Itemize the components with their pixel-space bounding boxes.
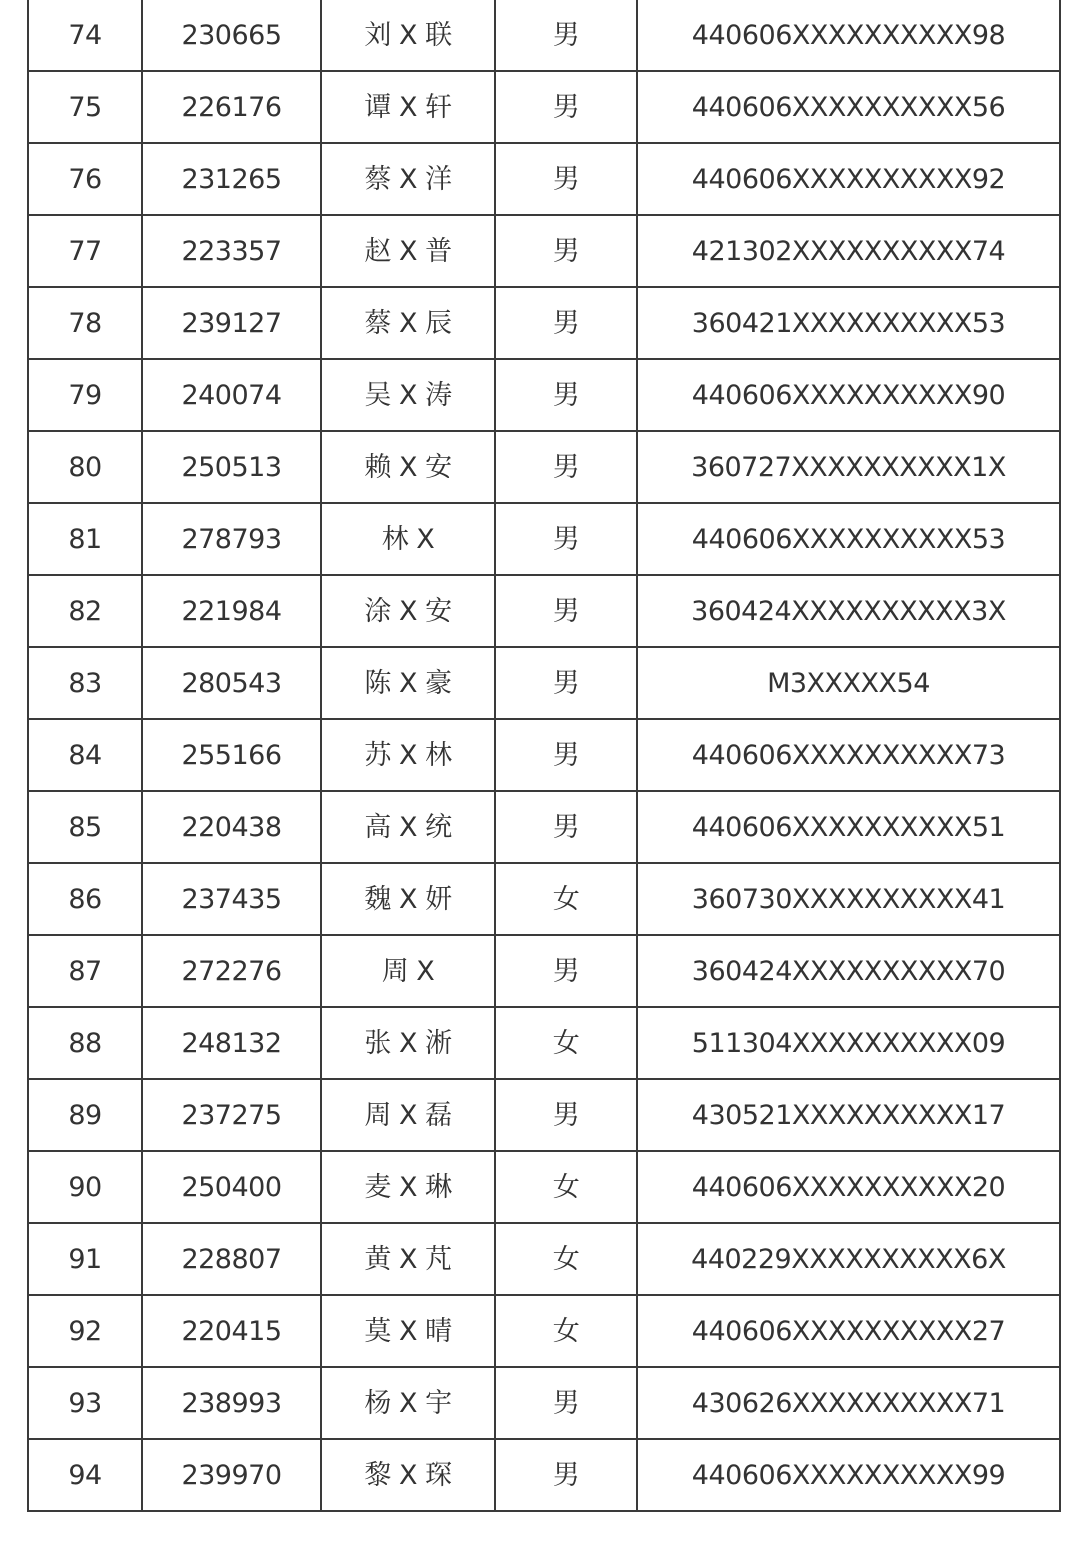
row-number-cell: 76 <box>28 143 142 215</box>
roster-table-body <box>28 0 1060 1511</box>
exam-number-cell: 239970 <box>142 1439 321 1511</box>
exam-number-cell: 237435 <box>142 863 321 935</box>
id-number-cell: 440229XXXXXXXXXX6X <box>637 1223 1060 1295</box>
name-cell: 黄 X 芃 <box>321 1223 495 1295</box>
exam-number-cell: 240074 <box>142 359 321 431</box>
id-number-cell: 440606XXXXXXXXXX92 <box>637 143 1060 215</box>
id-number-cell: 430626XXXXXXXXXX71 <box>637 1367 1060 1439</box>
gender-cell: 男 <box>495 1079 637 1151</box>
table-row <box>28 575 1060 647</box>
id-number-cell: 440606XXXXXXXXXX27 <box>637 1295 1060 1367</box>
table-row <box>28 1295 1060 1367</box>
exam-number-cell: 220438 <box>142 791 321 863</box>
name-cell: 赖 X 安 <box>321 431 495 503</box>
gender-cell: 男 <box>495 575 637 647</box>
id-number-cell: 421302XXXXXXXXXX74 <box>637 215 1060 287</box>
id-number-cell: 440606XXXXXXXXXX51 <box>637 791 1060 863</box>
table-row <box>28 359 1060 431</box>
table-row <box>28 503 1060 575</box>
table-row <box>28 1439 1060 1511</box>
exam-number-cell: 221984 <box>142 575 321 647</box>
name-cell: 赵 X 普 <box>321 215 495 287</box>
name-cell: 周 X <box>321 935 495 1007</box>
gender-cell: 男 <box>495 791 637 863</box>
id-number-cell: 360424XXXXXXXXXX3X <box>637 575 1060 647</box>
row-number-cell: 78 <box>28 287 142 359</box>
name-cell: 吴 X 涛 <box>321 359 495 431</box>
name-cell: 高 X 统 <box>321 791 495 863</box>
exam-number-cell: 226176 <box>142 71 321 143</box>
row-number-cell: 75 <box>28 71 142 143</box>
name-cell: 蔡 X 洋 <box>321 143 495 215</box>
row-number-cell: 94 <box>28 1439 142 1511</box>
exam-number-cell: 248132 <box>142 1007 321 1079</box>
exam-number-cell: 250400 <box>142 1151 321 1223</box>
gender-cell: 女 <box>495 1151 637 1223</box>
exam-number-cell: 231265 <box>142 143 321 215</box>
row-number-cell: 85 <box>28 791 142 863</box>
table-row <box>28 1079 1060 1151</box>
name-cell: 林 X <box>321 503 495 575</box>
exam-number-cell: 237275 <box>142 1079 321 1151</box>
row-number-cell: 79 <box>28 359 142 431</box>
row-number-cell: 74 <box>28 0 142 71</box>
gender-cell: 男 <box>495 719 637 791</box>
name-cell: 黎 X 琛 <box>321 1439 495 1511</box>
table-row <box>28 863 1060 935</box>
gender-cell: 男 <box>495 0 637 71</box>
exam-number-cell: 272276 <box>142 935 321 1007</box>
id-number-cell: 360730XXXXXXXXXX41 <box>637 863 1060 935</box>
gender-cell: 男 <box>495 143 637 215</box>
gender-cell: 男 <box>495 1367 637 1439</box>
row-number-cell: 88 <box>28 1007 142 1079</box>
roster-sheet <box>27 0 1059 1512</box>
row-number-cell: 81 <box>28 503 142 575</box>
table-row <box>28 647 1060 719</box>
roster-table <box>27 0 1061 1512</box>
gender-cell: 女 <box>495 1223 637 1295</box>
id-number-cell: 360421XXXXXXXXXX53 <box>637 287 1060 359</box>
name-cell: 刘 X 联 <box>321 0 495 71</box>
id-number-cell: 440606XXXXXXXXXX73 <box>637 719 1060 791</box>
id-number-cell: 440606XXXXXXXXXX90 <box>637 359 1060 431</box>
table-row <box>28 1367 1060 1439</box>
name-cell: 杨 X 宇 <box>321 1367 495 1439</box>
exam-number-cell: 255166 <box>142 719 321 791</box>
id-number-cell: 440606XXXXXXXXXX98 <box>637 0 1060 71</box>
name-cell: 麦 X 琳 <box>321 1151 495 1223</box>
id-number-cell: 511304XXXXXXXXXX09 <box>637 1007 1060 1079</box>
table-row <box>28 71 1060 143</box>
row-number-cell: 83 <box>28 647 142 719</box>
row-number-cell: 91 <box>28 1223 142 1295</box>
table-row <box>28 1007 1060 1079</box>
table-row <box>28 0 1060 71</box>
gender-cell: 男 <box>495 287 637 359</box>
id-number-cell: 430521XXXXXXXXXX17 <box>637 1079 1060 1151</box>
row-number-cell: 89 <box>28 1079 142 1151</box>
exam-number-cell: 223357 <box>142 215 321 287</box>
gender-cell: 男 <box>495 71 637 143</box>
exam-number-cell: 220415 <box>142 1295 321 1367</box>
name-cell: 苏 X 林 <box>321 719 495 791</box>
row-number-cell: 82 <box>28 575 142 647</box>
exam-number-cell: 228807 <box>142 1223 321 1295</box>
table-row <box>28 719 1060 791</box>
gender-cell: 男 <box>495 935 637 1007</box>
name-cell: 谭 X 轩 <box>321 71 495 143</box>
table-row <box>28 935 1060 1007</box>
row-number-cell: 80 <box>28 431 142 503</box>
name-cell: 周 X 磊 <box>321 1079 495 1151</box>
name-cell: 涂 X 安 <box>321 575 495 647</box>
table-row <box>28 215 1060 287</box>
id-number-cell: 360424XXXXXXXXXX70 <box>637 935 1060 1007</box>
table-row <box>28 791 1060 863</box>
exam-number-cell: 250513 <box>142 431 321 503</box>
name-cell: 莫 X 晴 <box>321 1295 495 1367</box>
table-row <box>28 1151 1060 1223</box>
table-row <box>28 431 1060 503</box>
name-cell: 张 X 淅 <box>321 1007 495 1079</box>
row-number-cell: 86 <box>28 863 142 935</box>
row-number-cell: 77 <box>28 215 142 287</box>
id-number-cell: 360727XXXXXXXXXX1X <box>637 431 1060 503</box>
row-number-cell: 90 <box>28 1151 142 1223</box>
gender-cell: 女 <box>495 863 637 935</box>
gender-cell: 女 <box>495 1295 637 1367</box>
gender-cell: 男 <box>495 359 637 431</box>
gender-cell: 女 <box>495 1007 637 1079</box>
exam-number-cell: 230665 <box>142 0 321 71</box>
table-row <box>28 143 1060 215</box>
id-number-cell: 440606XXXXXXXXXX20 <box>637 1151 1060 1223</box>
gender-cell: 男 <box>495 503 637 575</box>
table-row <box>28 1223 1060 1295</box>
id-number-cell: 440606XXXXXXXXXX53 <box>637 503 1060 575</box>
gender-cell: 男 <box>495 1439 637 1511</box>
table-row <box>28 287 1060 359</box>
exam-number-cell: 280543 <box>142 647 321 719</box>
row-number-cell: 93 <box>28 1367 142 1439</box>
exam-number-cell: 278793 <box>142 503 321 575</box>
name-cell: 蔡 X 辰 <box>321 287 495 359</box>
row-number-cell: 84 <box>28 719 142 791</box>
name-cell: 魏 X 妍 <box>321 863 495 935</box>
gender-cell: 男 <box>495 431 637 503</box>
row-number-cell: 92 <box>28 1295 142 1367</box>
id-number-cell: M3XXXXX54 <box>637 647 1060 719</box>
id-number-cell: 440606XXXXXXXXXX99 <box>637 1439 1060 1511</box>
exam-number-cell: 239127 <box>142 287 321 359</box>
name-cell: 陈 X 豪 <box>321 647 495 719</box>
id-number-cell: 440606XXXXXXXXXX56 <box>637 71 1060 143</box>
exam-number-cell: 238993 <box>142 1367 321 1439</box>
row-number-cell: 87 <box>28 935 142 1007</box>
gender-cell: 男 <box>495 647 637 719</box>
gender-cell: 男 <box>495 215 637 287</box>
